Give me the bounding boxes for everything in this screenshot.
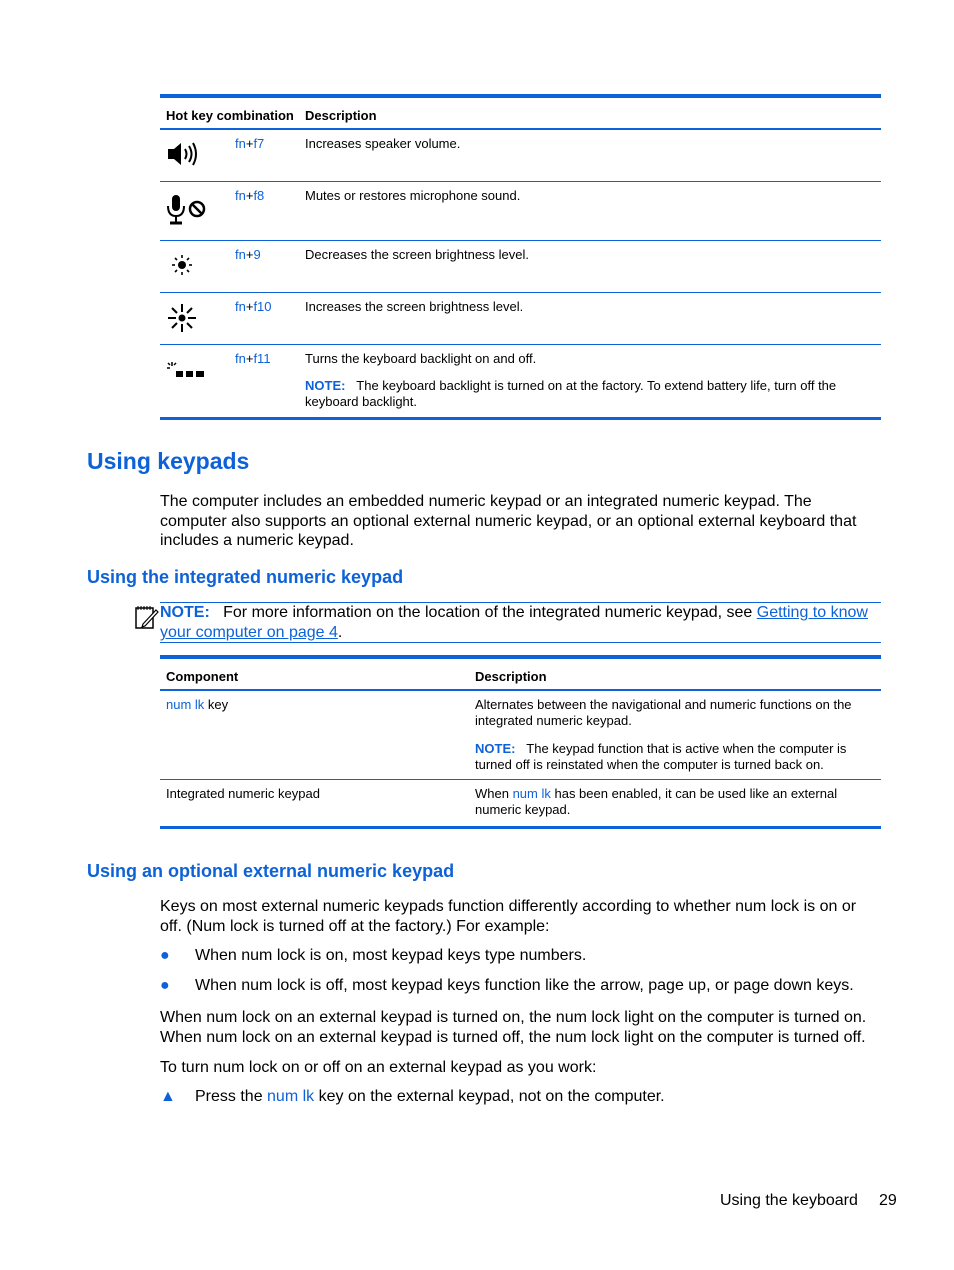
section-title-integrated: Using the integrated numeric keypad xyxy=(87,567,404,587)
table-row xyxy=(160,293,881,345)
hotkey-combo: fn+f8 xyxy=(235,188,265,203)
table-row xyxy=(160,130,881,182)
header-combo: Hot key combination xyxy=(166,108,294,123)
hotkey-table xyxy=(160,94,881,420)
note-text: The keyboard backlight is turned on at the factory. To extend battery life, turn off the keyboard backlight. xyxy=(305,378,837,409)
hotkey-combo: fn+f11 xyxy=(235,351,271,366)
hotkey-description: Decreases the screen brightness level. xyxy=(305,247,530,262)
triangle-step-icon: ▲ xyxy=(160,1088,176,1105)
numlk-description: Alternates between the navigational and numeric functions on the integrated numeric keypad. xyxy=(475,697,852,728)
hotkey-combo: fn+f10 xyxy=(235,299,272,314)
num-lk-link: num lk xyxy=(512,786,551,801)
section-title-keypads: Using keypads xyxy=(87,448,250,474)
header-description: Description xyxy=(305,108,377,123)
num-lk-link: num lk xyxy=(166,697,205,712)
header-component: Component xyxy=(166,669,239,684)
component-table xyxy=(160,655,881,829)
hotkey-description: Increases speaker volume. xyxy=(305,136,461,151)
hotkey-combo: fn+9 xyxy=(235,247,261,262)
table-row xyxy=(160,780,881,829)
note-label: NOTE: xyxy=(305,378,346,393)
note-label: NOTE: xyxy=(475,741,516,756)
keyboard-backlight-icon xyxy=(166,361,206,384)
footer-page-number: 29 xyxy=(879,1192,897,1209)
note-label: NOTE: xyxy=(160,604,210,621)
note-block xyxy=(475,741,865,773)
hotkey-combo: fn+f7 xyxy=(235,136,265,151)
external-para3: To turn num lock on or off on an external keypad as you work: xyxy=(160,1059,597,1076)
speaker-volume-icon xyxy=(166,140,200,171)
hotkey-description xyxy=(305,351,865,410)
table-row xyxy=(160,691,881,780)
bullet-icon: ● xyxy=(160,977,170,994)
brightness-down-icon xyxy=(170,253,194,280)
note-icon xyxy=(135,604,159,635)
external-intro: Keys on most external numeric keypads function differently according to whether num lock is on or off. (Num lock is turned off at the factory.) For example: xyxy=(160,898,857,935)
component-cell: num lk key xyxy=(166,697,229,712)
note-box xyxy=(160,602,881,643)
hotkey-description: Mutes or restores microphone sound. xyxy=(305,188,521,203)
description-cell xyxy=(475,697,865,773)
backlight-description: Turns the keyboard backlight on and off. xyxy=(305,351,537,366)
table-header xyxy=(160,659,881,691)
brightness-up-icon xyxy=(166,303,198,336)
note-end: . xyxy=(337,624,343,641)
table-row xyxy=(160,241,881,293)
getting-to-know-link[interactable]: Getting to know your computer on page 4 xyxy=(160,604,868,641)
hotkey-description: Increases the screen brightness level. xyxy=(305,299,524,314)
bullet-icon: ● xyxy=(160,947,170,964)
external-para2: When num lock on an external keypad is turned on, the num lock light on the computer is turned on. When num lock on an external keypad is turned off, the num lock light on the computer is turned off. xyxy=(160,1009,867,1046)
keypads-body: The computer includes an embedded numeric keypad or an integrated numeric keypad. The computer also supports an optional external numeric keypad, or an optional external keyboard that includes a numeric keypad. xyxy=(160,493,857,549)
num-lk-link: num lk xyxy=(267,1088,315,1105)
note-text: The keypad function that is active when the computer is turned off is reinstated when the computer is turned back on. xyxy=(475,741,847,772)
note-block xyxy=(305,378,865,410)
section-title-external: Using an optional external numeric keypad xyxy=(87,861,455,881)
footer-chapter: Using the keyboard xyxy=(720,1192,858,1209)
table-row xyxy=(160,182,881,241)
component-cell: Integrated numeric keypad xyxy=(166,786,320,801)
note-text: For more information on the location of the integrated numeric keypad, see xyxy=(223,604,753,621)
description-cell: When num lk has been enabled, it can be used like an external numeric keypad. xyxy=(475,786,838,817)
header-description: Description xyxy=(475,669,547,684)
microphone-mute-icon xyxy=(166,194,208,229)
table-header xyxy=(160,98,881,130)
table-row xyxy=(160,345,881,420)
